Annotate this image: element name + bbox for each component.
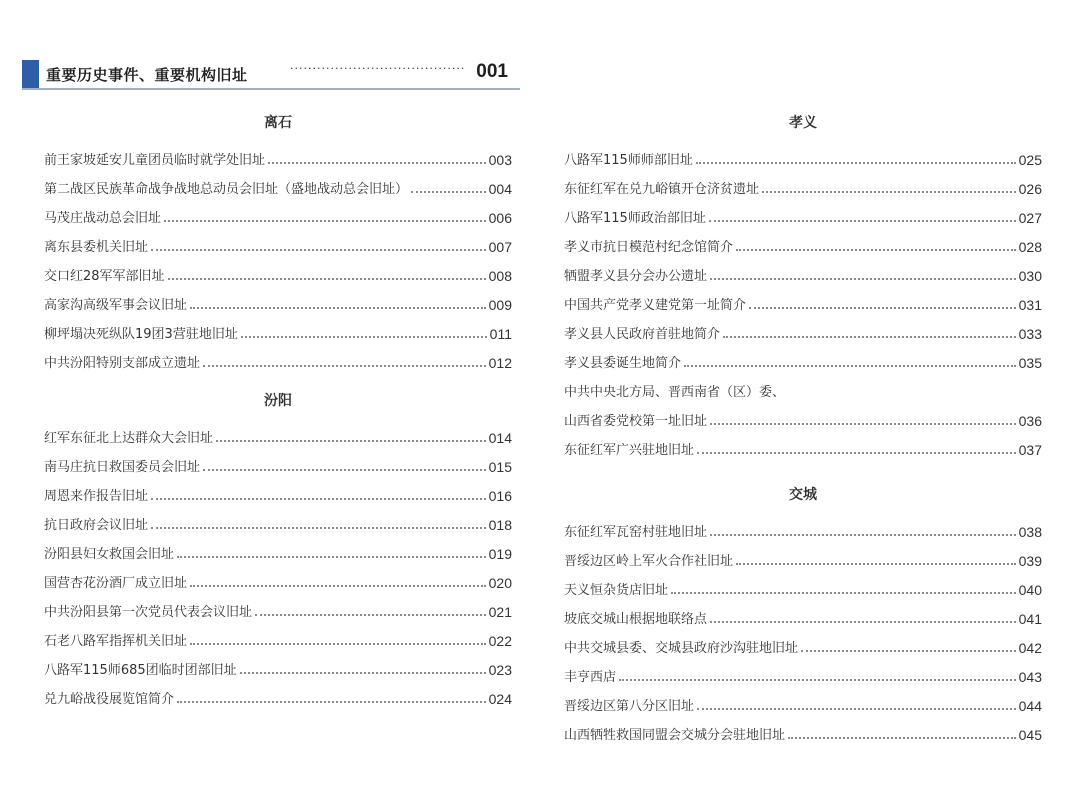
dot-leader [736, 563, 1016, 565]
dot-leader [684, 365, 1016, 367]
dot-leader [203, 469, 486, 471]
dot-leader [710, 534, 1016, 536]
toc-entry-page: 020 [488, 575, 512, 591]
chapter-page-number: 001 [476, 61, 508, 82]
dot-leader [709, 220, 1016, 222]
toc-entry[interactable] [564, 409, 1042, 429]
toc-entry-page: 037 [1018, 442, 1042, 458]
toc-entry[interactable] [564, 351, 1042, 371]
toc-entry-page: 007 [488, 239, 512, 255]
dot-leader [177, 556, 486, 558]
toc-entry-title: 中共中央北方局、晋西南省（区）委、 [564, 385, 786, 400]
toc-entry-page: 021 [488, 604, 512, 620]
dot-leader [177, 701, 486, 703]
toc-entry-page: 006 [488, 210, 512, 226]
toc-entry-title: 中共汾阳县第一次党员代表会议旧址 [44, 605, 253, 620]
dot-leader [697, 452, 1016, 454]
toc-entry-page: 019 [488, 546, 512, 562]
toc-entry-title: 中共汾阳特别支部成立遗址 [44, 356, 201, 371]
toc-entry-page: 042 [1018, 640, 1042, 656]
toc-entry-page: 041 [1018, 611, 1042, 627]
chapter-header [22, 60, 520, 90]
toc-entry-page: 022 [488, 633, 512, 649]
toc-entry[interactable] [564, 148, 1042, 168]
toc-entry-title: 孝义县委诞生地简介 [564, 356, 682, 371]
chapter-title: 重要历史事件、重要机构旧址 [46, 66, 248, 84]
dot-leader [736, 249, 1016, 251]
toc-entry-page: 014 [488, 430, 512, 446]
toc-entry[interactable] [44, 235, 512, 255]
section-heading: 汾阳 [264, 393, 292, 409]
toc-entry-title: 八路军115师政治部旧址 [564, 211, 706, 226]
toc-entry-title: 前王家坡延安儿童团员临时就学处旧址 [44, 153, 266, 168]
toc-entry[interactable] [44, 206, 512, 226]
toc-entry[interactable] [44, 322, 512, 342]
toc-entry-title: 晋绥边区岭上军火合作社旧址 [564, 554, 734, 569]
toc-entry-title: 红军东征北上达群众大会旧址 [44, 431, 214, 446]
dot-leader [268, 162, 486, 164]
dot-leader [697, 708, 1016, 710]
toc-entry[interactable] [564, 380, 1042, 400]
dot-leader [619, 679, 1016, 681]
toc-entry[interactable] [564, 322, 1042, 342]
toc-entry-title: 兑九峪战役展览馆简介 [44, 692, 175, 707]
toc-entry[interactable] [44, 629, 512, 649]
dot-leader [241, 336, 487, 338]
dot-leader [190, 307, 486, 309]
dot-leader [788, 737, 1016, 739]
toc-entry-page: 028 [1018, 239, 1042, 255]
toc-entry-title: 石老八路军指挥机关旧址 [44, 634, 188, 649]
chapter-dot-leader: ······································· [290, 62, 466, 75]
toc-entry[interactable] [44, 513, 512, 533]
toc-entry-page: 015 [488, 459, 512, 475]
dot-leader [255, 614, 486, 616]
toc-entry[interactable] [564, 578, 1042, 598]
toc-entry[interactable] [564, 438, 1042, 458]
toc-entry[interactable] [44, 148, 512, 168]
toc-entry-title: 国营杏花汾酒厂成立旧址 [44, 576, 188, 591]
toc-entry-page: 025 [1018, 152, 1042, 168]
toc-entry-title: 马茂庄战动总会旧址 [44, 211, 162, 226]
dot-leader [190, 585, 486, 587]
toc-entry-page: 044 [1018, 698, 1042, 714]
toc-entry[interactable] [564, 549, 1042, 569]
section-heading: 孝义 [789, 115, 817, 131]
toc-entry-page: 003 [488, 152, 512, 168]
toc-entry-title: 中共交城县委、交城县政府沙沟驻地旧址 [564, 641, 799, 656]
toc-entry-page: 011 [489, 326, 512, 342]
dot-leader [762, 191, 1016, 193]
toc-entry-page: 009 [488, 297, 512, 313]
dot-leader [168, 278, 486, 280]
toc-entry[interactable] [44, 426, 512, 446]
toc-entry-page: 026 [1018, 181, 1042, 197]
toc-entry-title: 抗日政府会议旧址 [44, 518, 149, 533]
toc-entry-title: 东征红军在兑九峪镇开仓济贫遗址 [564, 182, 760, 197]
dot-leader [710, 278, 1016, 280]
toc-entry-title: 东征红军广兴驻地旧址 [564, 443, 695, 458]
dot-leader [190, 643, 486, 645]
dot-leader [749, 307, 1016, 309]
toc-entry[interactable] [564, 177, 1042, 197]
toc-entry-page: 036 [1018, 413, 1042, 429]
toc-entry[interactable] [44, 571, 512, 591]
toc-entry-title: 第二战区民族革命战争战地总动员会旧址（盛地战动总会旧址） [44, 182, 409, 197]
toc-entry-title: 丰亨西店 [564, 670, 617, 685]
toc-entry-page: 045 [1018, 727, 1042, 743]
dot-leader [203, 365, 486, 367]
toc-entry-title: 坡底交城山根据地联络点 [564, 612, 708, 627]
toc-entry-page: 040 [1018, 582, 1042, 598]
dot-leader [151, 249, 486, 251]
toc-entry[interactable] [44, 484, 512, 504]
toc-entry[interactable] [564, 293, 1042, 313]
toc-entry[interactable] [564, 723, 1042, 743]
toc-entry-title: 离东县委机关旧址 [44, 240, 149, 255]
dot-leader [671, 592, 1016, 594]
dot-leader [710, 621, 1016, 623]
toc-entry-title: 南马庄抗日救国委员会旧址 [44, 460, 201, 475]
dot-leader [164, 220, 486, 222]
toc-entry[interactable] [44, 455, 512, 475]
toc-entry-page: 038 [1018, 524, 1042, 540]
toc-entry[interactable] [564, 520, 1042, 540]
toc-entry[interactable] [564, 665, 1042, 685]
toc-entry-title: 柳坪塌决死纵队19团3营驻地旧址 [44, 327, 238, 342]
toc-entry[interactable] [564, 206, 1042, 226]
section-heading: 交城 [789, 487, 817, 503]
toc-entry[interactable] [564, 636, 1042, 656]
toc-entry-page: 024 [488, 691, 512, 707]
toc-entry-title: 山西省委党校第一址旧址 [564, 414, 708, 429]
toc-entry-title: 牺盟孝义县分会办公遗址 [564, 269, 708, 284]
toc-entry-page: 004 [488, 181, 512, 197]
toc-entry[interactable] [44, 293, 512, 313]
dot-leader [411, 191, 486, 193]
toc-entry-title: 周恩来作报告旧址 [44, 489, 149, 504]
toc-entry[interactable] [44, 687, 512, 707]
toc-entry-title: 晋绥边区第八分区旧址 [564, 699, 695, 714]
toc-entry-page: 018 [488, 517, 512, 533]
toc-entry-page: 016 [488, 488, 512, 504]
toc-entry-title: 山西牺牲救国同盟会交城分会驻地旧址 [564, 728, 786, 743]
dot-leader [723, 336, 1016, 338]
toc-entry[interactable] [44, 351, 512, 371]
toc-entry-page: 035 [1018, 355, 1042, 371]
toc-entry-title: 交口红28军军部旧址 [44, 269, 165, 284]
toc-entry-page: 023 [488, 662, 512, 678]
dot-leader [151, 527, 486, 529]
toc-entry-page: 008 [488, 268, 512, 284]
toc-entry-page: 030 [1018, 268, 1042, 284]
toc-entry-title: 孝义市抗日模范村纪念馆简介 [564, 240, 734, 255]
chapter-color-bar [22, 60, 39, 88]
toc-entry[interactable] [564, 264, 1042, 284]
toc-entry[interactable] [44, 542, 512, 562]
toc-entry-title: 东征红军瓦窑村驻地旧址 [564, 525, 708, 540]
toc-entry-page: 031 [1018, 297, 1042, 313]
toc-entry-title: 中国共产党孝义建党第一址简介 [564, 298, 747, 313]
dot-leader [151, 498, 486, 500]
toc-entry-title: 高家沟高级军事会议旧址 [44, 298, 188, 313]
dot-leader [801, 650, 1016, 652]
toc-entry[interactable] [564, 694, 1042, 714]
dot-leader [216, 440, 486, 442]
dot-leader [710, 423, 1016, 425]
toc-entry[interactable] [564, 235, 1042, 255]
dot-leader [240, 672, 486, 674]
toc-entry[interactable] [44, 177, 512, 197]
toc-entry-title: 八路军115师师部旧址 [564, 153, 693, 168]
toc-entry[interactable] [564, 607, 1042, 627]
toc-entry-title: 天义恒杂货店旧址 [564, 583, 669, 598]
toc-entry-page: 012 [488, 355, 512, 371]
toc-entry-title: 孝义县人民政府首驻地简介 [564, 327, 721, 342]
section-heading: 离石 [264, 115, 292, 131]
toc-entry-page: 043 [1018, 669, 1042, 685]
toc-entry-title: 汾阳县妇女救国会旧址 [44, 547, 175, 562]
toc-entry-title: 八路军115师685团临时团部旧址 [44, 663, 237, 678]
toc-entry-page: 039 [1018, 553, 1042, 569]
toc-entry[interactable] [44, 658, 512, 678]
dot-leader [696, 162, 1016, 164]
toc-entry-page: 033 [1018, 326, 1042, 342]
toc-entry[interactable] [44, 600, 512, 620]
toc-entry[interactable] [44, 264, 512, 284]
toc-entry-page: 027 [1018, 210, 1042, 226]
